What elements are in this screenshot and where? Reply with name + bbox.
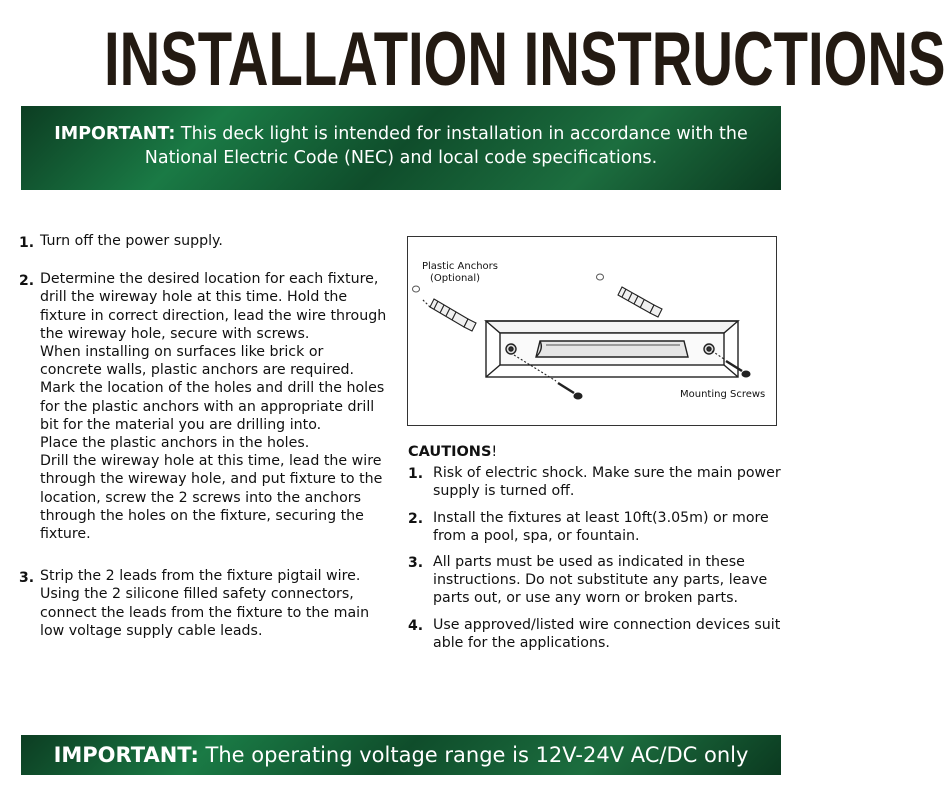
step-text: Strip the 2 leads from the fixture pigtail wire. Using the 2 silicone filled safety connectors, connect the leads from the fixture to the main low voltage supply cable leads.	[40, 568, 370, 639]
banner-top-label: IMPORTANT:	[54, 124, 176, 144]
anchors-label: Plastic Anchors	[422, 261, 498, 272]
important-banner-bottom	[21, 735, 781, 775]
caution-item-3	[408, 553, 788, 608]
banner-top-text2: National Electric Code (NEC) and local code specifications.	[144, 148, 658, 168]
page-title: INSTALLATION INSTRUCTIONS	[104, 17, 945, 102]
step-text: Determine the desired location for each fixture, drill the wireway hole at this time. Hold the fixture in correct direction, lead the wire through the wireway hole, secure with screws.	[40, 271, 387, 342]
step-text: Drill the wireway hole at this time, lead the wire through the wireway hole, and put fixture to the location, screw the 2 screws into the anchors through the holes on the fixture, securing the fixture.	[40, 453, 383, 543]
plastic-anchor-icon	[618, 287, 662, 317]
cautions-heading-bang: !	[491, 444, 498, 460]
cautions-section	[408, 443, 788, 660]
banner-top-text1: This deck light is intended for installation in accordance with the	[180, 124, 748, 144]
step-number: 3.	[19, 570, 35, 587]
installation-steps	[19, 232, 389, 658]
step-text: Turn off the power supply.	[40, 233, 223, 249]
wall-hole-icon	[597, 274, 604, 280]
anchors-sublabel: (Optional)	[430, 273, 481, 284]
caution-text: All parts must be used as indicated in these instructions. Do not substitute any parts, leave parts out, or use any worn or broken parts.	[433, 554, 768, 607]
cautions-heading	[408, 443, 788, 461]
step-text: When installing on surfaces like brick or concrete walls, plastic anchors are required. Mark the location of the holes and drill the holes for the plastic anchors with an appropriate drill bit for the material you are drilling into.	[40, 344, 385, 433]
caution-item-2	[408, 509, 788, 545]
banner-top-line1	[21, 122, 781, 146]
caution-number: 4.	[408, 617, 424, 634]
banner-bottom-text: The operating voltage range is 12V-24V AC/DC only	[205, 743, 749, 767]
caution-number: 2.	[408, 510, 424, 527]
cautions-heading-text: CAUTIONS	[408, 444, 492, 460]
step-number: 1.	[19, 235, 35, 251]
step-1	[19, 232, 389, 252]
caution-item-1	[408, 464, 788, 500]
caution-text: Use approved/listed wire connection devices suit able for the applications.	[433, 616, 781, 651]
step-number: 2.	[19, 273, 35, 290]
fixture-plate	[486, 321, 738, 377]
caution-item-4	[408, 616, 788, 652]
plastic-anchor-icon	[422, 299, 476, 331]
wall-hole-icon	[413, 286, 420, 292]
mounting-diagram	[407, 236, 777, 426]
step-3	[19, 567, 389, 640]
step-2	[19, 270, 389, 543]
caution-text: Risk of electric shock. Make sure the main power supply is turned off.	[433, 465, 781, 500]
banner-bottom-label: IMPORTANT:	[53, 743, 199, 767]
caution-number: 3.	[408, 555, 424, 572]
step-text: Place the plastic anchors in the holes.	[40, 435, 310, 452]
screws-label: Mounting Screws	[680, 389, 766, 400]
caution-number: 1.	[408, 466, 424, 483]
important-banner-top	[21, 106, 781, 190]
caution-text: Install the fixtures at least 10ft(3.05m) or more from a pool, spa, or fountain.	[433, 509, 769, 544]
